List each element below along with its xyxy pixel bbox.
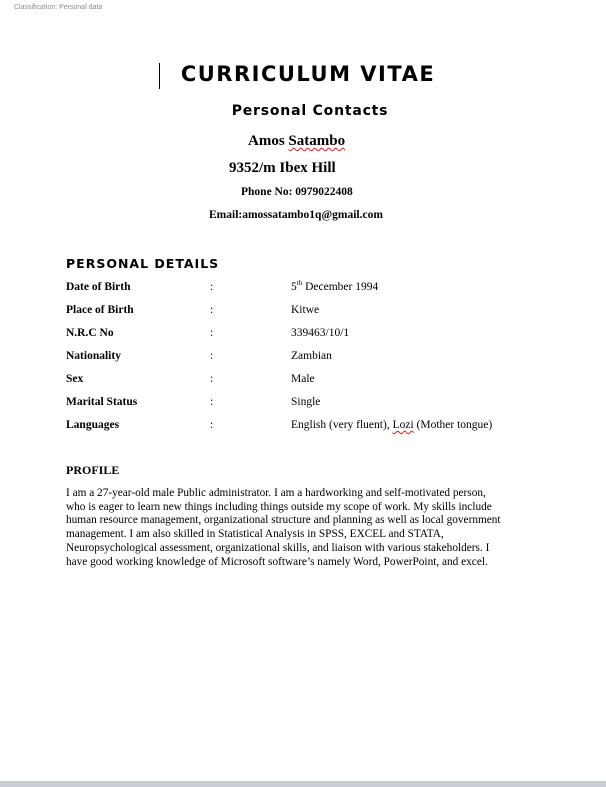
profile-line: management. I am also skilled in Statistical Analysis in SPSS, EXCEL and STATA,: [66, 528, 444, 541]
detail-separator: :: [210, 304, 214, 316]
cv-title: CURRICULUM VITAE: [180, 62, 436, 86]
lozi-spellcheck: Lozi: [392, 419, 414, 431]
detail-value: 339463/10/1: [291, 327, 350, 339]
detail-label: Languages: [66, 419, 120, 431]
profile-line: human resource management, organizational structure and planning as well as local government: [66, 514, 501, 527]
last-name-spellcheck: Satambo: [288, 133, 346, 149]
personal-details-heading: PERSONAL DETAILS: [66, 256, 220, 271]
detail-separator: :: [210, 350, 214, 362]
detail-label: Marital Status: [66, 396, 138, 408]
profile-paragraph: [66, 487, 546, 569]
profile-line: Neuropsychological assessment, organizational skills, and liaison with various stakeholders. I: [66, 541, 490, 554]
applicant-name: [248, 133, 345, 150]
detail-label: N.R.C No: [66, 327, 114, 339]
window-bottom-edge: [0, 781, 606, 787]
detail-value: Male: [291, 373, 315, 385]
profile-line: have good working knowledge of Microsoft software’s namely Word, PowerPoint, and excel.: [66, 555, 488, 568]
detail-row-dob: [0, 281, 606, 299]
detail-row-nrc: [0, 327, 606, 345]
detail-label: Nationality: [66, 350, 121, 362]
email-address: Email:amossatambo1q@gmail.com: [209, 209, 383, 221]
profile-line: who is eager to learn new things including things outside my scope of work. My skills include: [66, 500, 492, 513]
profile-line: I am a 27-year-old male Public administrator. I am a hardworking and self-motivated person,: [66, 487, 486, 499]
detail-label: Date of Birth: [66, 281, 131, 293]
detail-separator: :: [210, 373, 214, 385]
classification-label: Classification: Personal data: [14, 4, 103, 11]
detail-row-sex: [0, 373, 606, 391]
profile-heading: PROFILE: [66, 463, 120, 477]
detail-value: 5th December 1994: [291, 279, 379, 293]
detail-value: Single: [291, 396, 321, 408]
detail-row-nationality: [0, 350, 606, 368]
detail-separator: :: [210, 327, 214, 339]
detail-value: Kitwe: [291, 304, 320, 316]
detail-row-pob: [0, 304, 606, 322]
first-name: Amos: [248, 133, 285, 149]
detail-row-marital-status: [0, 396, 606, 414]
detail-value: English (very fluent), Lozi (Mother tongue): [291, 419, 493, 431]
detail-separator: :: [210, 281, 214, 293]
detail-value: Zambian: [291, 350, 332, 362]
detail-separator: :: [210, 396, 214, 408]
detail-label: Sex: [66, 373, 84, 385]
address: 9352/m Ibex Hill: [229, 160, 336, 176]
personal-contacts-heading: Personal Contacts: [231, 103, 389, 119]
detail-row-languages: [0, 419, 606, 437]
detail-label: Place of Birth: [66, 304, 134, 316]
detail-separator: :: [210, 419, 214, 431]
phone-number: Phone No: 0979022408: [241, 186, 353, 198]
